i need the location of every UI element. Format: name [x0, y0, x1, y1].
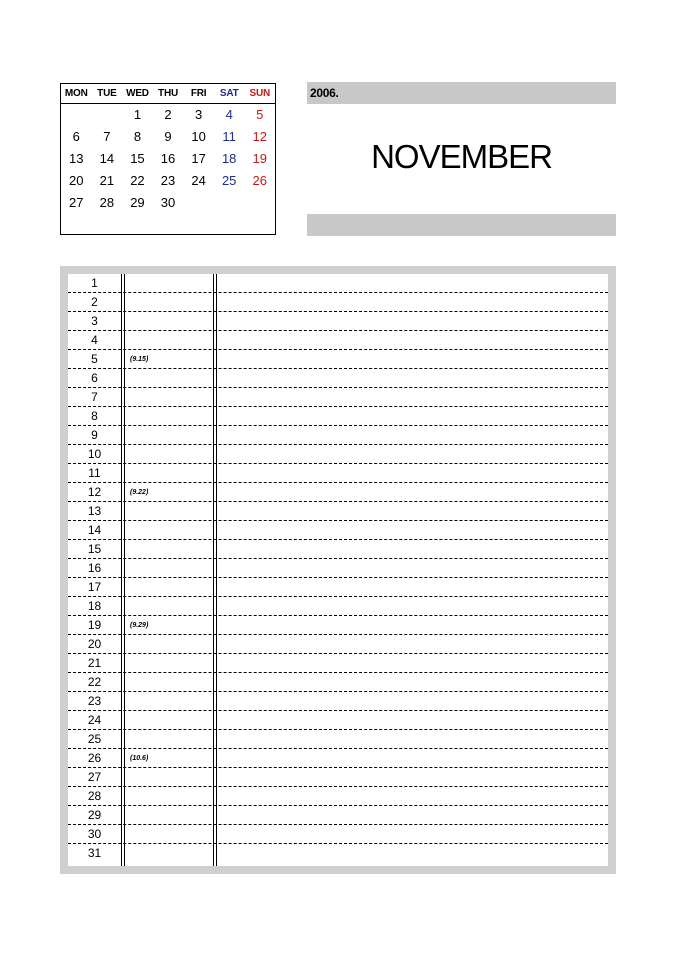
mini-calendar-day: [214, 192, 245, 214]
mini-calendar-day: 6: [72, 129, 80, 144]
mini-calendar-day: [92, 104, 123, 126]
day-row: [68, 369, 608, 388]
day-row: [68, 673, 608, 692]
mini-calendar-day: 4: [225, 107, 233, 122]
daily-list: [68, 274, 608, 866]
day-number: 28: [87, 789, 102, 803]
day-row: [68, 445, 608, 464]
day-number: 22: [87, 675, 102, 689]
header-bottom-bar: [307, 214, 616, 236]
weekday-header: THU: [158, 88, 178, 99]
day-row: [68, 293, 608, 312]
mini-calendar-day: 5: [256, 107, 264, 122]
day-row: [68, 768, 608, 787]
mini-calendar-day: 7: [103, 129, 111, 144]
day-number: 8: [91, 409, 98, 423]
mini-calendar-week: [61, 192, 275, 214]
day-row: [68, 749, 608, 768]
mini-calendar-day: 30: [160, 195, 176, 210]
day-row: [68, 388, 608, 407]
day-row: [68, 616, 608, 635]
day-number: 16: [87, 561, 102, 575]
mini-calendar: [60, 83, 276, 235]
day-row: [68, 844, 608, 863]
day-number: 11: [88, 466, 101, 480]
day-number: 3: [91, 314, 98, 328]
day-number: 5: [91, 352, 98, 366]
day-note: (9.22): [130, 489, 149, 496]
mini-calendar-day: 21: [99, 173, 115, 188]
mini-calendar-header: [61, 84, 275, 104]
year-bar: [307, 82, 616, 104]
day-row: [68, 711, 608, 730]
day-number: 9: [91, 428, 98, 442]
day-number: 17: [87, 580, 102, 594]
mini-calendar-day: 3: [194, 107, 203, 122]
day-row: [68, 825, 608, 844]
day-number: 25: [87, 732, 102, 746]
day-number: 30: [87, 827, 102, 841]
mini-calendar-day: 8: [133, 129, 142, 144]
weekday-header: MON: [64, 88, 88, 99]
day-number: 15: [87, 542, 102, 556]
day-row: [68, 692, 608, 711]
day-row: [68, 635, 608, 654]
mini-calendar-day: 13: [69, 151, 84, 166]
mini-calendar-day: 24: [191, 173, 206, 188]
day-row: [68, 464, 608, 483]
mini-calendar-day: [61, 104, 92, 126]
day-number: 31: [87, 846, 102, 860]
mini-calendar-day: 23: [160, 173, 176, 188]
day-number: 1: [91, 276, 98, 290]
mini-calendar-week: [61, 170, 275, 192]
day-number: 6: [91, 371, 98, 385]
day-row: [68, 578, 608, 597]
day-row: [68, 483, 608, 502]
mini-calendar-day: 26: [252, 173, 267, 188]
mini-calendar-day: 29: [130, 195, 145, 210]
weekday-header-sunday: SUN: [249, 88, 271, 99]
day-number: 4: [91, 333, 98, 347]
day-number: 27: [87, 770, 102, 784]
day-number: 29: [87, 808, 102, 822]
day-row: [68, 787, 608, 806]
day-row: [68, 730, 608, 749]
day-number: 26: [87, 751, 102, 765]
day-number: 2: [91, 295, 98, 309]
mini-calendar-day: 20: [69, 173, 84, 188]
day-number: 12: [87, 485, 102, 499]
day-row: [68, 540, 608, 559]
mini-calendar-day: 19: [252, 151, 267, 166]
day-number: 14: [87, 523, 102, 537]
day-number: 18: [87, 599, 102, 613]
day-note: (9.29): [130, 622, 149, 629]
mini-calendar-day: 17: [191, 151, 206, 166]
mini-calendar-day: 2: [164, 107, 172, 122]
mini-calendar-day: 1: [133, 107, 142, 122]
daily-list-frame: [60, 266, 616, 874]
day-row: [68, 407, 608, 426]
day-number: 23: [87, 694, 102, 708]
weekday-header: FRI: [190, 88, 207, 99]
day-number: 10: [87, 447, 102, 461]
day-row: [68, 806, 608, 825]
day-number: 21: [87, 656, 102, 670]
mini-calendar-day: 16: [160, 151, 176, 166]
day-row: [68, 502, 608, 521]
year-label: 2006.: [310, 86, 339, 100]
mini-calendar-week: [61, 126, 275, 148]
mini-calendar-day: [183, 192, 214, 214]
mini-calendar-day: 25: [221, 173, 237, 188]
mini-calendar-day: 9: [164, 129, 172, 144]
day-row: [68, 426, 608, 445]
day-row: [68, 350, 608, 369]
mini-calendar-day: 11: [222, 129, 236, 144]
month-title: NOVEMBER: [371, 138, 552, 175]
day-row: [68, 312, 608, 331]
day-number: 7: [91, 390, 98, 404]
mini-calendar-week: [61, 148, 275, 170]
weekday-header: TUE: [97, 88, 117, 99]
day-number: 20: [87, 637, 102, 651]
mini-calendar-week: [61, 104, 275, 126]
mini-calendar-day: 18: [221, 151, 237, 166]
weekday-header: WED: [126, 88, 149, 99]
mini-calendar-day: 10: [191, 129, 206, 144]
mini-calendar-day: 12: [252, 129, 267, 144]
day-note: (10.6): [130, 755, 149, 762]
mini-calendar-day: 27: [69, 195, 84, 210]
day-row: [68, 559, 608, 578]
mini-calendar-weeks: [61, 104, 275, 214]
day-number: 24: [87, 713, 102, 727]
day-row: [68, 654, 608, 673]
day-row: [68, 597, 608, 616]
mini-calendar-day: 22: [130, 173, 145, 188]
day-number: 19: [87, 618, 102, 632]
mini-calendar-day: 15: [130, 151, 145, 166]
mini-calendar-day: 14: [99, 151, 115, 166]
day-number: 13: [87, 504, 102, 518]
day-row: [68, 521, 608, 540]
weekday-header-saturday: SAT: [219, 88, 239, 99]
day-row: [68, 274, 608, 293]
day-note: (9.15): [130, 356, 149, 363]
day-row: [68, 331, 608, 350]
mini-calendar-day: [244, 192, 275, 214]
mini-calendar-day: 28: [99, 195, 115, 210]
